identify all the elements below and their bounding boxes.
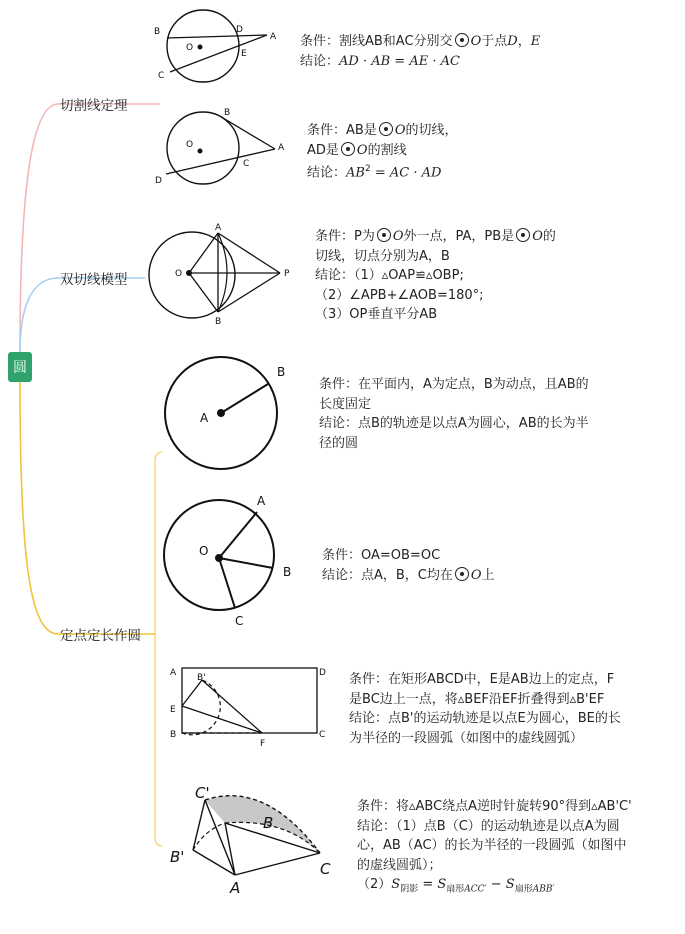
fig7-segment-ac <box>235 853 320 875</box>
fig1-label-b: B <box>154 27 161 37</box>
fig5-label-a: A <box>257 494 266 508</box>
t7-l5sub3a: 扇形 <box>514 884 533 895</box>
circle-dot-icon <box>516 228 530 242</box>
fig4-label-a: A <box>200 411 209 425</box>
t7-l5eq: = <box>418 877 438 892</box>
t1-l1e: E <box>530 34 541 49</box>
t3-line2: 切线，切点分别为A，B <box>315 248 450 264</box>
t5-l2b: 上 <box>481 567 495 583</box>
t7-l5s2: S <box>437 877 447 892</box>
fig6-label-d: D <box>319 668 326 678</box>
t1-l1a: 条件：割线AB和AC分别交 <box>300 34 453 49</box>
figure-double-tangent <box>148 220 298 330</box>
t7-line4: 的虚线圆弧）； <box>357 857 442 873</box>
fig3-label-p: P <box>284 269 290 279</box>
t7-l5sub2b: ACC′ <box>464 884 487 895</box>
circle-dot-icon <box>379 122 393 136</box>
t7-l5a: （2） <box>357 877 392 892</box>
t2-l3sup: 2 <box>364 164 371 174</box>
t3-line5: （3）OP垂直平分AB <box>315 307 438 322</box>
fig5-radius-oc <box>219 558 235 608</box>
t7-l5sub3 <box>515 885 555 895</box>
t2-l3a: 结论： <box>307 165 347 181</box>
t3-l1b: 外一点，PA，PB是 <box>403 229 515 244</box>
fig6-label-f: F <box>260 739 266 749</box>
fig2-label-c: C <box>243 159 250 169</box>
fig5-label-c: C <box>235 614 244 628</box>
fig1-label-e: E <box>241 49 247 59</box>
t2-l1b: 的切线， <box>405 123 458 138</box>
fig6-label-b-prime: B' <box>197 673 206 683</box>
text-block-7 <box>357 797 632 900</box>
circle-dot-icon <box>455 33 469 47</box>
text-block-3 <box>315 227 556 325</box>
fig5-label-o: O <box>199 544 209 558</box>
fig7-segment-b-prime-c-prime <box>193 800 205 850</box>
text-block-4 <box>319 375 589 453</box>
t6-line4: 为半径的一段圆弧（如图中的虚线圆弧） <box>349 730 584 746</box>
t4-line3: 结论：点B的轨迹是以点A为圆心，AB的长为半 <box>319 416 589 431</box>
t1-l1b: 于点 <box>481 34 508 49</box>
t7-l5sub2a: 扇形 <box>446 884 465 895</box>
figure-secant-secant <box>150 8 280 88</box>
fig6-segment-eb-prime <box>182 680 202 706</box>
t7-l5minus: − <box>486 877 506 892</box>
t2-l2a: AD是 <box>307 142 339 158</box>
fig7-label-b-prime: B' <box>170 848 185 866</box>
t1-l1o: O <box>470 34 482 49</box>
fig7-label-c-prime: C' <box>195 784 210 802</box>
circle-dot-icon <box>455 567 469 581</box>
t1-l1c: ， <box>517 34 531 49</box>
fig3-radius-oa <box>189 233 218 273</box>
t7-l5sub3b: ABB′ <box>532 884 555 895</box>
t7-l5s3: S <box>505 877 515 892</box>
t2-l2o: O <box>356 142 368 158</box>
fig1-label-o: O <box>186 43 194 53</box>
figure-circle-locus <box>158 356 298 474</box>
fig2-label-a: A <box>278 143 285 153</box>
branch2-line <box>20 278 145 352</box>
t4-line2: 长度固定 <box>319 396 372 412</box>
t2-l1o: O <box>394 123 406 138</box>
t5-l2a: 结论：点A，B，C均在 <box>322 567 453 583</box>
branch1-line <box>20 104 160 352</box>
t4-line1: 条件：在平面内，A为定点，B为动点，且AB的 <box>319 377 589 392</box>
t3-line1 <box>315 227 556 247</box>
t7-line2: 结论：（1）点B（C）的运动轨迹是以点A为圆 <box>357 818 620 834</box>
figure-rotation-sector <box>165 780 345 897</box>
fig5-label-b: B <box>283 565 292 579</box>
t1-formula: AD · AB = AE · AC <box>339 53 460 69</box>
branch-fixed-point-circle[interactable]: 定点定长作圆 <box>60 628 141 644</box>
t1-line1 <box>300 32 540 52</box>
t1-line2 <box>300 52 540 72</box>
fig4-label-b: B <box>277 365 286 379</box>
t7-l5s: S <box>391 877 401 892</box>
figure-three-radii <box>155 490 305 630</box>
fig5-radius-ob <box>219 558 273 568</box>
fig1-secant-ab <box>167 35 267 38</box>
t3-l1o2: O <box>532 229 543 244</box>
t2-line1 <box>307 121 458 141</box>
fig7-segment-ab <box>225 823 235 875</box>
fig6-fold-line-ef <box>182 706 262 733</box>
fig6-segment-b-prime-f <box>202 680 262 733</box>
t7-line5 <box>357 875 632 900</box>
fig1-label-a: A <box>270 32 277 42</box>
t7-l5sub2 <box>446 885 486 895</box>
fig5-radius-oa <box>219 512 257 558</box>
t2-l3f: AB <box>346 165 365 181</box>
fig1-label-c: C <box>158 71 165 81</box>
fig3-label-b: B <box>215 317 222 327</box>
t2-l2b: 的割线 <box>367 142 407 158</box>
fig1-secant-ac <box>170 35 267 72</box>
t7-line3: 心，AB（AC）的长为半径的一段圆弧（如图中 <box>357 838 627 853</box>
text-block-5 <box>322 546 495 585</box>
fig6-label-e: E <box>170 705 176 715</box>
branch3-sub-down <box>155 634 162 846</box>
fig1-center-dot <box>198 45 203 50</box>
t5-line1: 条件：OA=OB=OC <box>322 548 441 563</box>
t2-l3g: = AC · AD <box>370 165 442 181</box>
fig6-label-b: B <box>170 730 177 740</box>
fig1-circle <box>167 10 239 82</box>
t1-l1d: D <box>507 34 518 49</box>
t5-line2 <box>322 566 495 586</box>
t2-line2 <box>307 141 458 161</box>
t6-line1: 条件：在矩形ABCD中，E是AB边上的定点，F <box>349 672 615 687</box>
fig3-label-o: O <box>175 269 183 279</box>
t2-line3 <box>307 160 458 183</box>
fig7-segment-ab-prime <box>193 850 235 875</box>
fig7-label-b: B <box>263 814 274 832</box>
fig2-label-d: D <box>155 176 162 186</box>
fig7-label-c: C <box>320 860 331 878</box>
t4-line4: 径的圆 <box>319 435 359 451</box>
t6-line3: 结论：点B'的运动轨迹是以点E为圆心，BE的长 <box>349 711 621 726</box>
fig7-label-a: A <box>230 879 241 897</box>
figure-tangent-secant <box>150 104 290 194</box>
figure-rectangle-fold <box>165 660 335 750</box>
fig1-label-d: D <box>236 25 243 35</box>
t3-l1o: O <box>392 229 404 244</box>
t3-line4: （2）∠APB+∠AOB=180°; <box>315 287 484 303</box>
fig2-secant-ad <box>166 149 275 174</box>
text-block-2 <box>307 121 458 183</box>
fig2-center-dot <box>198 149 203 154</box>
circle-dot-icon <box>341 142 355 156</box>
root-label: 圆 <box>13 360 27 376</box>
fig4-radius-ab <box>221 384 268 413</box>
branch3-line <box>20 382 155 634</box>
text-block-6 <box>349 670 621 748</box>
t3-line3: 结论：（1）▵OAP≌▵OBP; <box>315 268 464 283</box>
t7-line1: 条件：将▵ABC绕点A逆时针旋转90°得到▵AB'C' <box>357 799 632 814</box>
t2-l1a: 条件：AB是 <box>307 123 377 138</box>
circle-dot-icon <box>377 228 391 242</box>
fig2-circle <box>167 112 239 184</box>
branch-double-tangent-model[interactable]: 双切线模型 <box>60 272 128 288</box>
fig3-label-a: A <box>215 223 222 233</box>
t7-l5sub1: 阴影 <box>400 884 419 895</box>
t6-line2: 是BC边上一点，将▵BEF沿EF折叠得到▵B'EF <box>349 691 605 707</box>
branch-secant-tangent-theorem[interactable]: 切割线定理 <box>60 98 128 114</box>
fig3-radius-ob <box>189 273 218 312</box>
fig2-label-o: O <box>186 140 194 150</box>
t3-l1c: 的 <box>542 229 556 244</box>
fig6-label-c: C <box>319 730 326 740</box>
fig2-label-b: B <box>224 108 231 118</box>
root-node[interactable] <box>8 352 32 382</box>
t1-l2a: 结论： <box>300 53 340 69</box>
fig6-label-a: A <box>170 668 177 678</box>
fig2-tangent-ab <box>223 118 275 149</box>
t5-l2o: O <box>470 567 482 583</box>
t3-l1a: 条件：P为 <box>315 229 375 244</box>
text-block-1 <box>300 32 540 71</box>
